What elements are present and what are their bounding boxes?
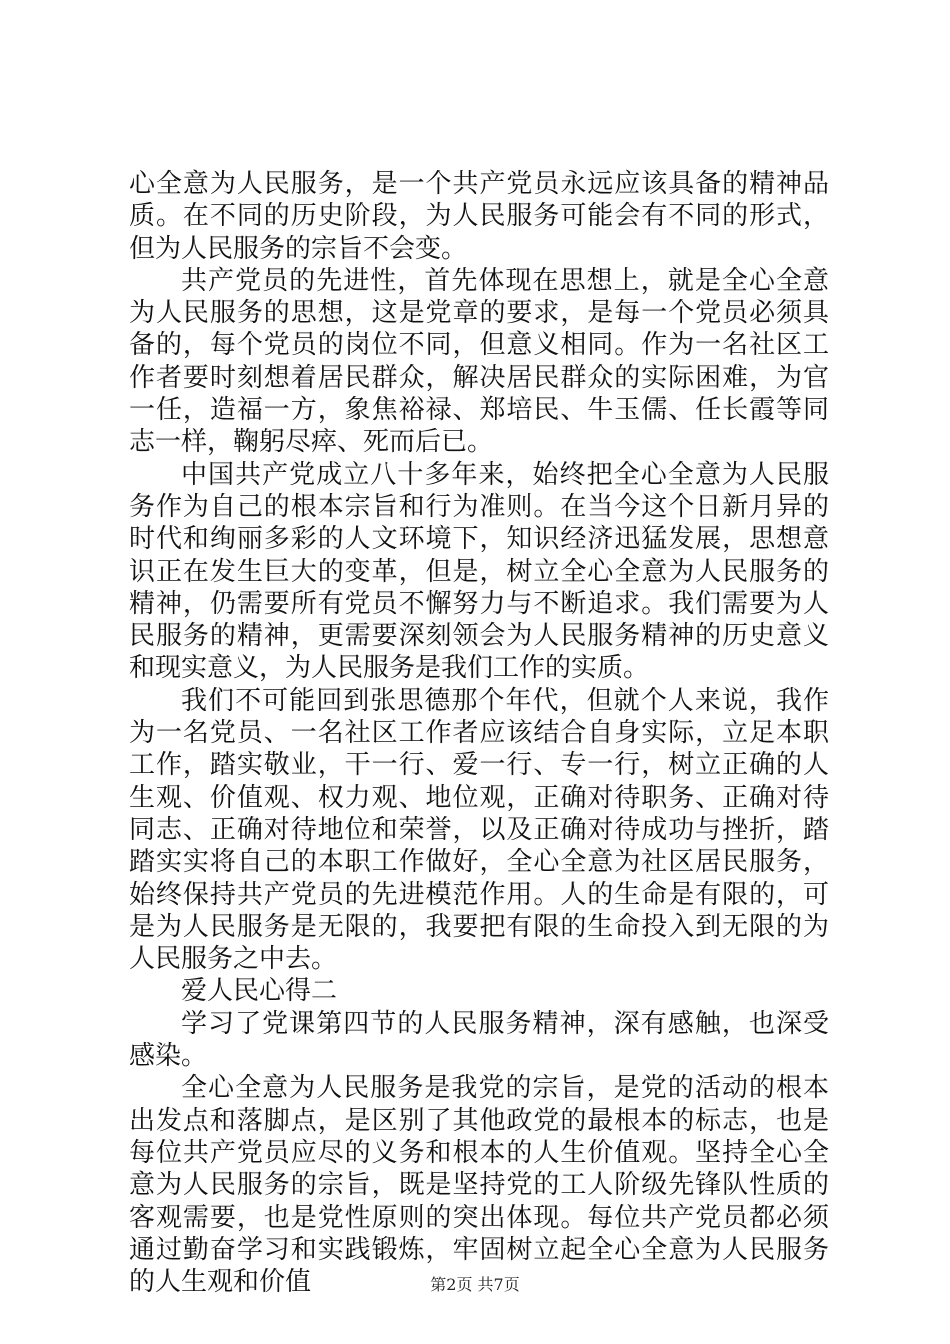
page-footer: 第2页 共7页 (430, 1275, 520, 1294)
document-body (129, 168, 829, 1298)
paragraph-5: 学习了党课第四节的人民服务精神，深有感触，也深受感染。 (129, 1008, 829, 1072)
paragraph-2: 共产党员的先进性，首先体现在思想上，就是全心全意为人民服务的思想，这是党章的要求，是每一个党员必须具备的，每个党员的岗位不同，但意义相同。作为一名社区工作者要时刻想着居民群众，解决居民群众的实际困难，为官一任，造福一方，象焦裕禄、郑培民、牛玉儒、任长霞等同志一样，鞠躬尽瘁、死而后已。 (129, 265, 829, 458)
paragraph-4: 我们不可能回到张思德那个年代，但就个人来说，我作为一名党员、一名社区工作者应该结合自身实际，立足本职工作，踏实敬业，干一行、爱一行、专一行，树立正确的人生观、价值观、权力观、地位观，正确对待职务、正确对待同志、正确对待地位和荣誉，以及正确对待成功与挫折，踏踏实实将自己的本职工作做好，全心全意为社区居民服务，始终保持共产党员的先进模范作用。人的生命是有限的，可是为人民服务是无限的，我要把有限的生命投入到无限的为人民服务之中去。 (129, 685, 829, 975)
section-heading: 爱人民心得二 (181, 976, 338, 1007)
paragraph-6: 全心全意为人民服务是我党的宗旨，是党的活动的根本出发点和落脚点，是区别了其他政党的最根本的标志，也是每位共产党员应尽的义务和根本的人生价值观。坚持全心全意为人民服务的宗旨，既是坚持党的工人阶级先锋队性质的客观需要，也是党性原则的突出体现。每位共产党员都必须通过勤奋学习和实践锻炼，牢固树立起全心全意为人民服务的人生观和价值 (129, 1073, 829, 1298)
paragraph-3: 中国共产党成立八十多年来，始终把全心全意为人民服务作为自己的根本宗旨和行为准则。在当今这个日新月异的时代和绚丽多彩的人文环境下，知识经济迅猛发展，思想意识正在发生巨大的变革，但是，树立全心全意为人民服务的精神，仍需要所有党员不懈努力与不断追求。我们需要为人民服务的精神，更需要深刻领会为人民服务精神的历史意义和现实意义，为人民服务是我们工作的实质。 (129, 459, 829, 684)
paragraph-1: 心全意为人民服务，是一个共产党员永远应该具备的精神品质。在不同的历史阶段，为人民服务可能会有不同的形式，但为人民服务的宗旨不会变。 (129, 169, 829, 264)
